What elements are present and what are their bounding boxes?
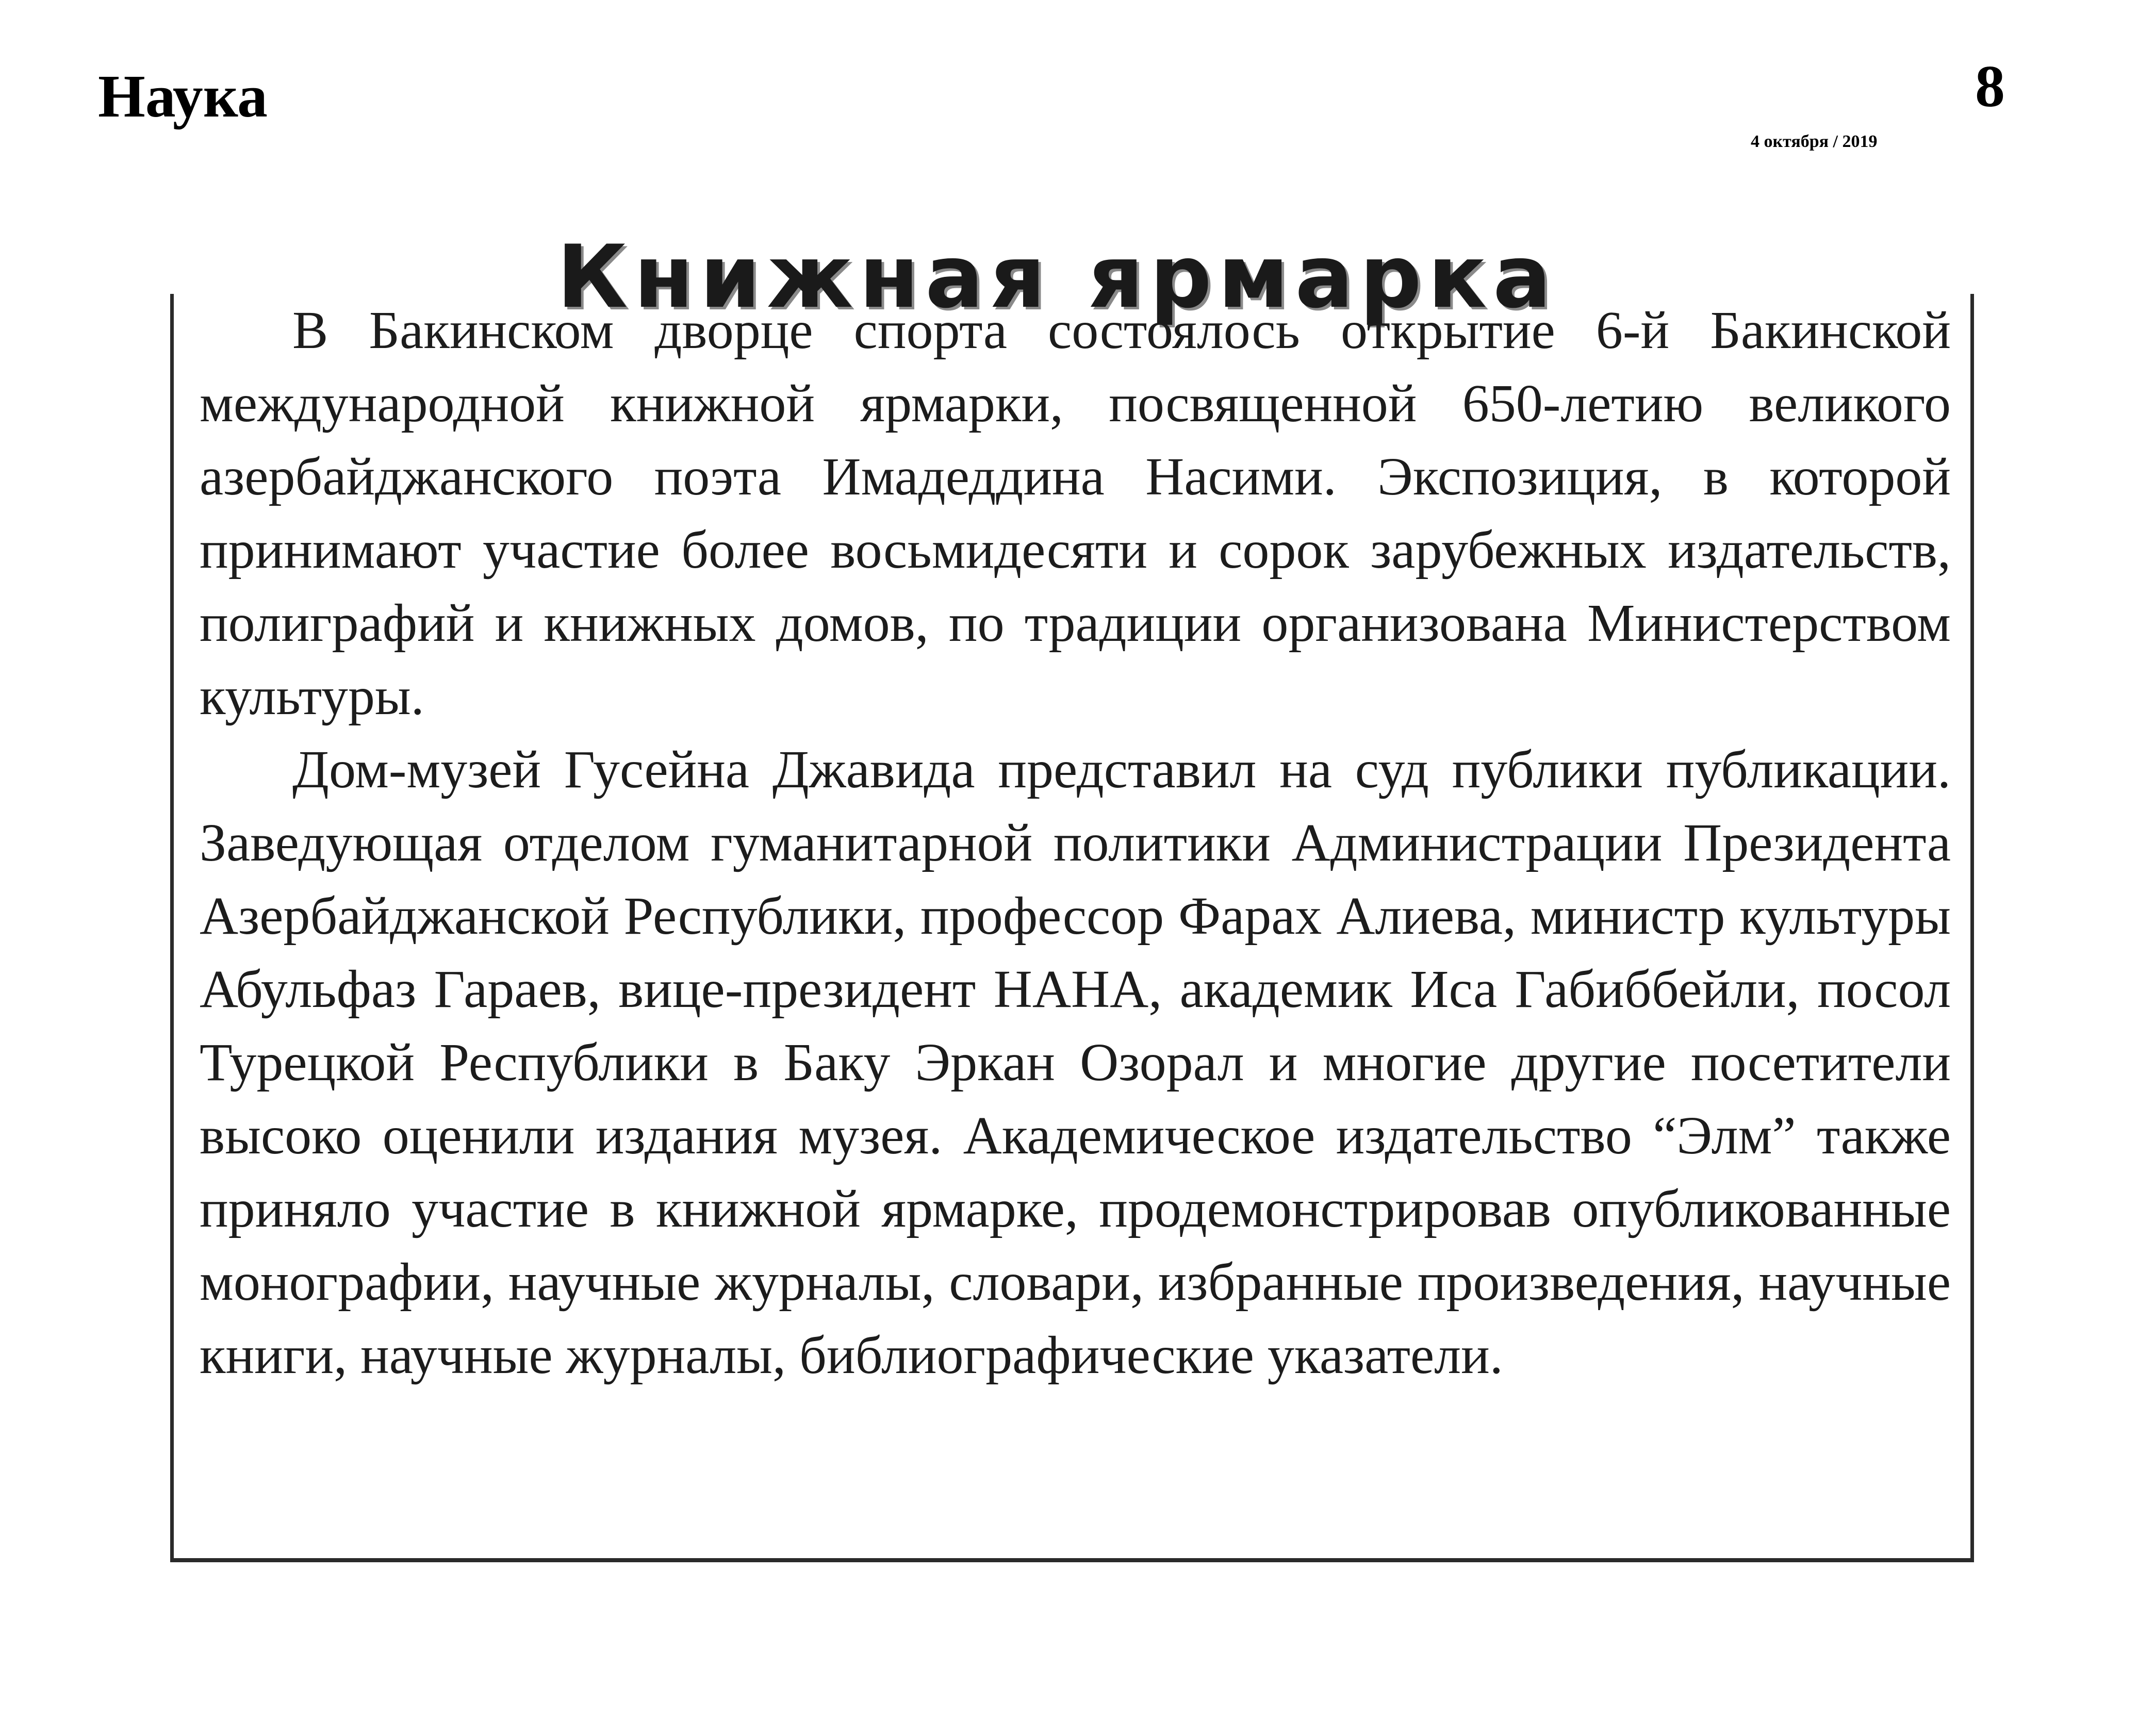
issue-date: 4 октября / 2019 xyxy=(1751,132,1878,151)
article-paragraph-2: Дом-музей Гусейна Джавида представил на суд публики публикации. Заведующая отделом гуманитарной политики Администрации Президента Азербайджанской Республики, профессор Фарах Алиева, министр культуры Абульфаз Гараев, вице-президент НАНА, академик Иса Габиббейли, посол Турецкой Республики в Баку Эркан Озорал и многие другие посетители высоко оценили издания музея. Академическое издательство “Элм” также приняло участие в книжной ярмарке, продемонстрировав опубликованные монографии, научные журналы, словари, избранные произведения, научные книги, научные журналы, библиографические указатели. xyxy=(200,740,1951,1385)
section-label: Наука xyxy=(98,62,268,130)
article-paragraph-1: В Бакинском дворце спорта состоялось открытие 6-й Бакинской международной книжной ярмарки, посвященной 650-летию великого азербайджанского поэта Имадеддина Насими. Экспозиция, в которой принимают участие более восьмидесяти и сорок зарубежных издательств, полиграфий и книжных домов, по традиции организована Министерством культуры. xyxy=(200,301,1951,726)
article-body xyxy=(200,294,1951,1392)
page-number: 8 xyxy=(1975,54,2005,120)
article-title: Книжная ярмарка xyxy=(556,226,1558,327)
article-frame xyxy=(170,294,1974,1562)
